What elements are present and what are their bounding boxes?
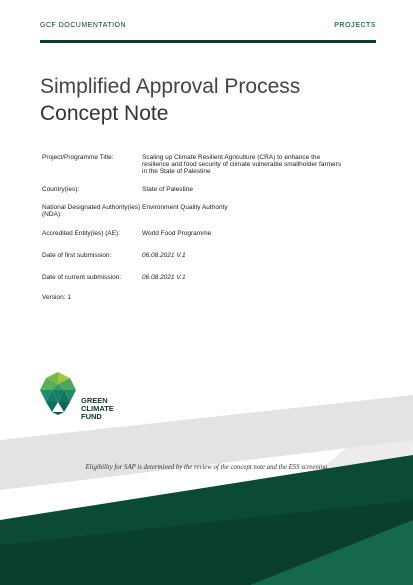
detail-value: 06.08.2021 V.1 [142,252,186,259]
detail-label [42,294,142,306]
version-value: 1 [67,294,71,301]
detail-row [42,274,342,294]
detail-row [42,230,342,252]
detail-value: State of Palestine [142,186,193,193]
gcf-logo-icon [36,370,80,416]
top-header [0,0,413,40]
detail-row [42,186,342,204]
eligibility-note: Eligibility for SAP is determined by the review of the concept note and the ESS screening [85,464,328,471]
page-subtitle: Concept Note [40,102,169,125]
detail-value: Scaling up Climate Resilient Agriculture (CRA) to enhance the resilience and food security of climate vulnerable smallholder farmers in the State of Palestine [142,154,342,175]
header-section-label: PROJECTS [334,22,376,29]
detail-label: Date of current submission: [42,274,122,281]
header-rule [40,40,376,43]
detail-value: 06.08.2021 V.1 [142,274,186,281]
detail-label: Country(ies): [42,186,80,193]
detail-label: Project/Programme Title: [42,154,114,161]
gcf-logo-text: GREEN CLIMATE FUND [81,396,114,421]
detail-value: World Food Programme [142,230,212,237]
detail-label: Date of first submission: [42,252,112,259]
detail-value: Environment Quality Authority [142,204,228,211]
detail-label: Accredited Entity(ies) (AE): [42,230,121,237]
page-title: Simplified Approval Process [40,75,301,98]
version-label: Version: [42,294,66,301]
detail-row [42,294,342,306]
detail-row [42,252,342,274]
details-table [42,154,342,306]
detail-row [42,204,342,230]
detail-label: National Designated Authority(ies) (NDA): [42,204,141,218]
detail-row [42,154,342,186]
header-doc-label: GCF DOCUMENTATION [40,22,127,29]
